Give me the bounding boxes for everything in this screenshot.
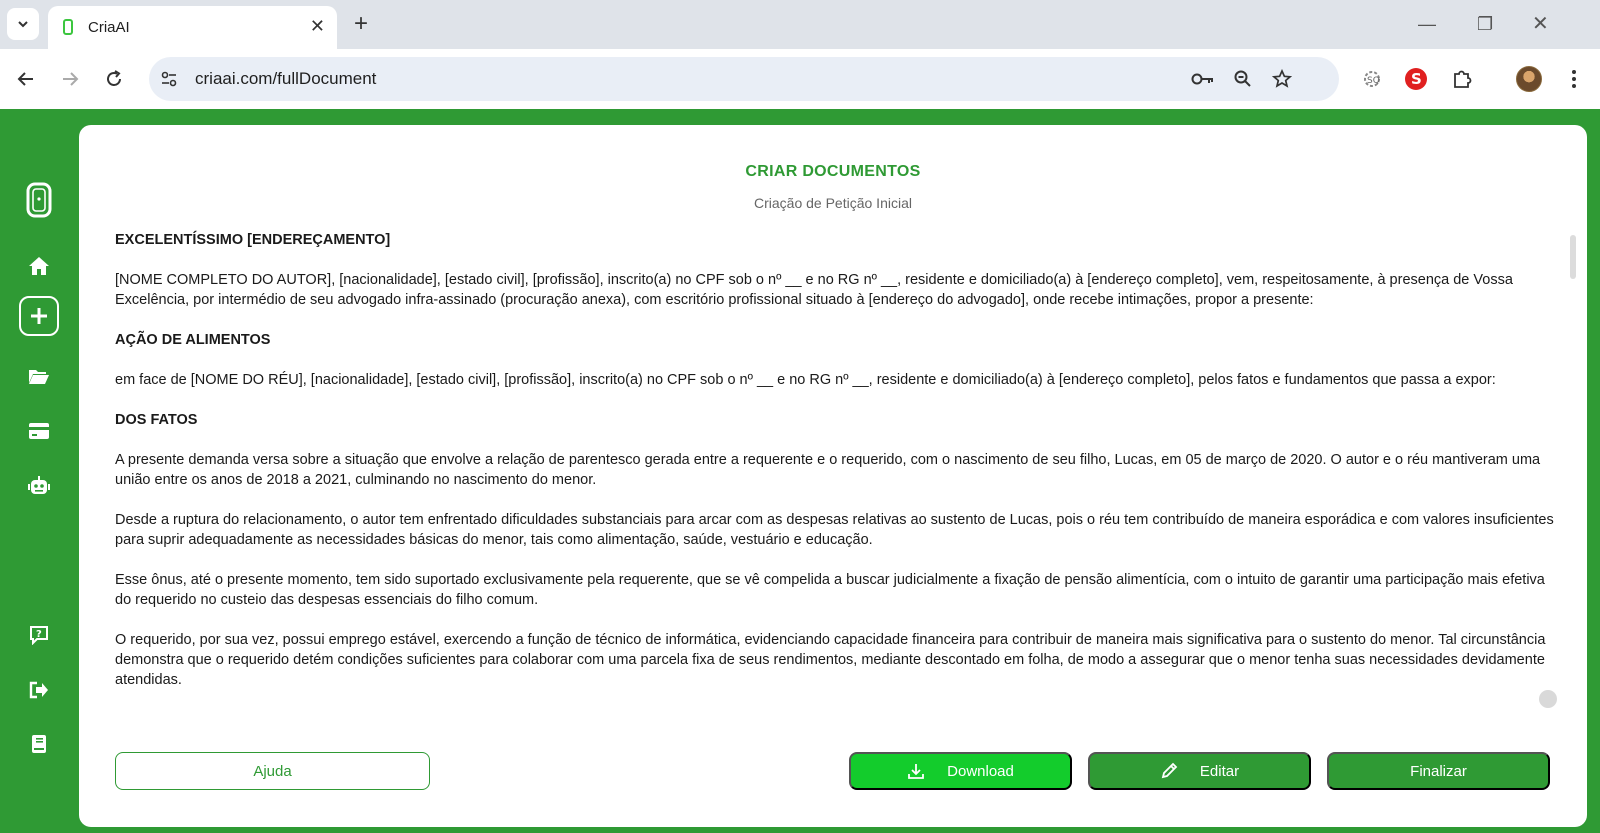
document-viewer[interactable] [115,230,1600,833]
minimize-icon[interactable]: — [1418,14,1436,34]
doc-paragraph: Esse ônus, até o presente momento, tem sido suportado exclusivamente pela requerente, que se vê compelida a buscar judicialmente a fixação de pensão alimentícia, com o intuito de garantir uma participação mais efetiva do requerido no custeio das despesas essenciais do filho comum. [115,572,1545,608]
tab-search-button[interactable] [7,8,39,40]
favicon [63,19,73,35]
browser-tab-bar [0,0,1600,49]
pencil-icon [1160,762,1178,780]
close-window-icon[interactable]: ✕ [1532,13,1549,35]
edit-label: Editar [1199,762,1240,780]
svg-text:S: S [1411,70,1422,88]
tab-close-icon[interactable]: ✕ [309,16,325,36]
document-card [79,125,1587,827]
restore-icon[interactable]: ❐ [1477,14,1494,34]
address-bar[interactable] [149,57,1339,101]
scroll-indicator[interactable] [1539,690,1557,708]
logo-icon[interactable] [19,178,59,222]
doc-heading: DOS FATOS [115,412,198,428]
new-tab-icon[interactable]: + [354,10,369,37]
edit-button[interactable] [1088,752,1311,790]
finish-button[interactable]: Finalizar [1327,752,1550,790]
tab-title: CriaAI [88,19,130,36]
download-icon [907,762,925,780]
doc-paragraph: em face de [NOME DO RÉU], [nacionalidade], [estado civil], [profissão], inscrito(a) no CPF sob o nº __ e no RG nº __, residente e domiciliado(a) à [endereço completo], pelos fatos e fundamentos que passa a expor: [115,372,1496,388]
chevron-down-icon [16,17,30,31]
url-text[interactable]: criaai.com/fullDocument [195,69,377,88]
sidebar [0,109,78,833]
download-label: Download [947,762,1014,780]
star-icon[interactable] [1270,67,1294,91]
browser-toolbar [0,49,1600,109]
help-icon[interactable] [19,615,59,655]
forward-icon[interactable] [56,65,84,93]
puzzle-icon[interactable] [1448,65,1476,93]
doc-paragraph: O requerido, por sua vez, possui emprego estável, exercendo a função de técnico de informática, evidenciando capacidade financeira para contribuir de maneira mais significativa para o sustento do menor. Tal circunstância demonstra que o requerido detém condições suficientes para colaborar com uma parcela fixa de seus rendimentos, mediante descontado em folha, de modo a assegurar que o menor tenha suas necessidades devidamente atendidas. [115,632,1546,688]
add-document-button[interactable] [19,296,59,336]
seo-extension-icon[interactable] [1358,65,1386,93]
scrollbar[interactable] [1570,235,1576,279]
card-icon[interactable] [19,411,59,451]
key-icon[interactable] [1191,67,1215,91]
help-button[interactable]: Ajuda [115,752,430,790]
kebab-icon[interactable] [1560,65,1588,93]
back-icon[interactable] [12,65,40,93]
doc-paragraph: [NOME COMPLETO DO AUTOR], [nacionalidade], [estado civil], [profissão], inscrito(a) no CPF sob o nº __ e no RG nº __, residente e domiciliado(a) à [endereço completo], vem, respeitosamente, à presença de Vossa Excelência, por intermédio de seu advogado infra-assinado (procuração anexa), com escritório profissional situado à [endereço do advogado], onde recebe intimações, propor a presente: [115,272,1513,308]
page-title: CRIAR DOCUMENTOS [745,163,921,180]
doc-paragraph: A presente demanda versa sobre a situação que envolve a relação de parentesco gerada entre a requerente e o requerido, com o nascimento de seu filho, Lucas, em 05 de março de 2020. O autor e o réu mantiveram uma união entre os anos de 2018 a 2021, culminando no nascimento do menor. [115,452,1541,488]
folder-icon[interactable] [19,356,59,396]
add-icon [29,306,49,326]
seo-s-icon[interactable] [1402,65,1430,93]
browser-tab[interactable] [48,6,337,49]
doc-heading: EXCELENTÍSSIMO [ENDEREÇAMENTO] [115,232,391,248]
svg-text:?: ? [36,629,42,640]
document-text [115,230,1560,710]
download-button[interactable] [849,752,1072,790]
robot-icon[interactable] [19,466,59,506]
doc-heading: AÇÃO DE ALIMENTOS [115,332,271,348]
svg-text:SQ: SQ [1367,76,1380,86]
avatar[interactable] [1516,66,1542,92]
zoom-icon[interactable] [1231,67,1255,91]
logout-icon[interactable] [19,670,59,710]
reload-icon[interactable] [100,65,128,93]
doc-paragraph: Desde a ruptura do relacionamento, o autor tem enfrentado dificuldades substanciais para arcar com as despesas relativas ao sustento de Lucas, pois o réu tem contribuído de maneira esporádica e com valores insuficientes para suprir adequadamente as necessidades básicas do menor, tais como alimentação, saúde, vestuário e educação. [115,512,1554,548]
book-icon[interactable] [19,724,59,764]
home-icon[interactable] [19,246,59,286]
site-info-icon[interactable] [157,67,181,91]
page-subtitle: Criação de Petição Inicial [754,195,912,211]
